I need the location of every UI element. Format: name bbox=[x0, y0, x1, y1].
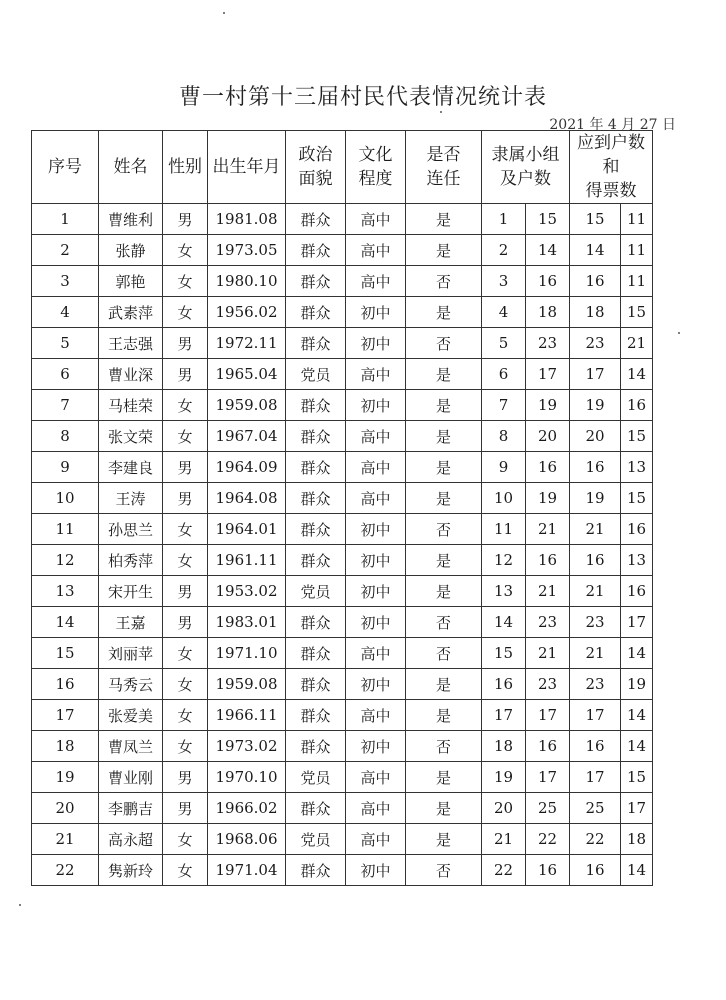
cell-name: 柏秀萍 bbox=[99, 545, 163, 576]
cell-sex: 男 bbox=[163, 483, 208, 514]
cell-group: 18 bbox=[482, 731, 526, 762]
cell-reelected: 是 bbox=[406, 576, 482, 607]
cell-edu: 高中 bbox=[346, 638, 406, 669]
cell-sex: 女 bbox=[163, 824, 208, 855]
cell-edu: 初中 bbox=[346, 297, 406, 328]
cell-sex: 女 bbox=[163, 235, 208, 266]
cell-expected: 17 bbox=[570, 762, 621, 793]
cell-group: 10 bbox=[482, 483, 526, 514]
cell-group: 11 bbox=[482, 514, 526, 545]
header-party-line1: 政治 bbox=[298, 145, 333, 165]
cell-votes: 14 bbox=[621, 855, 653, 886]
cell-party: 群众 bbox=[286, 235, 346, 266]
cell-birth: 1981.08 bbox=[208, 204, 286, 235]
table-row bbox=[32, 328, 653, 359]
cell-expected: 21 bbox=[570, 514, 621, 545]
cell-reelected: 是 bbox=[406, 793, 482, 824]
table-row bbox=[32, 607, 653, 638]
cell-group: 5 bbox=[482, 328, 526, 359]
cell-expected: 16 bbox=[570, 855, 621, 886]
header-edu-line1: 文化 bbox=[358, 145, 393, 165]
cell-households: 20 bbox=[526, 421, 570, 452]
cell-votes: 14 bbox=[621, 359, 653, 390]
cell-edu: 高中 bbox=[346, 793, 406, 824]
cell-group: 12 bbox=[482, 545, 526, 576]
cell-party: 群众 bbox=[286, 638, 346, 669]
header-sex: 性别 bbox=[163, 131, 208, 204]
cell-households: 17 bbox=[526, 700, 570, 731]
cell-reelected: 是 bbox=[406, 204, 482, 235]
table-header bbox=[32, 131, 653, 204]
cell-birth: 1971.10 bbox=[208, 638, 286, 669]
cell-party: 群众 bbox=[286, 483, 346, 514]
cell-expected: 15 bbox=[570, 204, 621, 235]
cell-party: 群众 bbox=[286, 328, 346, 359]
table-row bbox=[32, 793, 653, 824]
cell-edu: 初中 bbox=[346, 390, 406, 421]
table-row bbox=[32, 638, 653, 669]
cell-idx: 6 bbox=[32, 359, 99, 390]
cell-idx: 3 bbox=[32, 266, 99, 297]
cell-birth: 1971.04 bbox=[208, 855, 286, 886]
table-row bbox=[32, 545, 653, 576]
cell-group: 14 bbox=[482, 607, 526, 638]
cell-sex: 女 bbox=[163, 669, 208, 700]
cell-sex: 男 bbox=[163, 204, 208, 235]
cell-name: 李鹏吉 bbox=[99, 793, 163, 824]
cell-sex: 男 bbox=[163, 762, 208, 793]
cell-reelected: 是 bbox=[406, 421, 482, 452]
cell-idx: 20 bbox=[32, 793, 99, 824]
cell-party: 群众 bbox=[286, 669, 346, 700]
cell-sex: 女 bbox=[163, 390, 208, 421]
cell-votes: 19 bbox=[621, 669, 653, 700]
cell-name: 曹业深 bbox=[99, 359, 163, 390]
cell-idx: 14 bbox=[32, 607, 99, 638]
cell-group: 22 bbox=[482, 855, 526, 886]
cell-expected: 17 bbox=[570, 700, 621, 731]
cell-households: 18 bbox=[526, 297, 570, 328]
header-group-line2: 及户数 bbox=[500, 169, 551, 189]
cell-group: 15 bbox=[482, 638, 526, 669]
table-row bbox=[32, 762, 653, 793]
cell-name: 刘丽苹 bbox=[99, 638, 163, 669]
cell-reelected: 否 bbox=[406, 731, 482, 762]
cell-party: 群众 bbox=[286, 266, 346, 297]
cell-name: 郭艳 bbox=[99, 266, 163, 297]
cell-votes: 13 bbox=[621, 545, 653, 576]
cell-households: 16 bbox=[526, 266, 570, 297]
header-votes-line2: 得票数 bbox=[585, 181, 637, 201]
cell-edu: 高中 bbox=[346, 266, 406, 297]
cell-reelected: 是 bbox=[406, 390, 482, 421]
cell-households: 25 bbox=[526, 793, 570, 824]
cell-households: 16 bbox=[526, 731, 570, 762]
document-title: 曹一村第十三届村民代表情况统计表 bbox=[178, 85, 547, 110]
cell-group: 9 bbox=[482, 452, 526, 483]
cell-votes: 18 bbox=[621, 824, 653, 855]
cell-idx: 8 bbox=[32, 421, 99, 452]
header-edu-line2: 程度 bbox=[358, 169, 393, 189]
cell-expected: 23 bbox=[570, 607, 621, 638]
cell-birth: 1970.10 bbox=[208, 762, 286, 793]
cell-birth: 1953.02 bbox=[208, 576, 286, 607]
cell-expected: 21 bbox=[570, 638, 621, 669]
cell-expected: 19 bbox=[570, 390, 621, 421]
cell-birth: 1964.08 bbox=[208, 483, 286, 514]
scan-speck bbox=[223, 12, 225, 14]
cell-birth: 1959.08 bbox=[208, 669, 286, 700]
cell-reelected: 是 bbox=[406, 700, 482, 731]
cell-reelected: 否 bbox=[406, 328, 482, 359]
cell-edu: 初中 bbox=[346, 328, 406, 359]
cell-birth: 1961.11 bbox=[208, 545, 286, 576]
scan-speck bbox=[440, 111, 442, 113]
cell-votes: 15 bbox=[621, 297, 653, 328]
cell-sex: 女 bbox=[163, 855, 208, 886]
cell-expected: 20 bbox=[570, 421, 621, 452]
cell-reelected: 否 bbox=[406, 514, 482, 545]
cell-name: 孙思兰 bbox=[99, 514, 163, 545]
cell-households: 17 bbox=[526, 762, 570, 793]
table-row bbox=[32, 483, 653, 514]
cell-edu: 初中 bbox=[346, 731, 406, 762]
cell-name: 曹凤兰 bbox=[99, 731, 163, 762]
cell-party: 党员 bbox=[286, 824, 346, 855]
cell-edu: 高中 bbox=[346, 824, 406, 855]
header-reelected-line2: 连任 bbox=[426, 169, 461, 189]
cell-idx: 22 bbox=[32, 855, 99, 886]
table-row bbox=[32, 576, 653, 607]
cell-expected: 17 bbox=[570, 359, 621, 390]
cell-expected: 16 bbox=[570, 545, 621, 576]
cell-votes: 11 bbox=[621, 266, 653, 297]
scan-speck bbox=[678, 332, 680, 334]
cell-idx: 12 bbox=[32, 545, 99, 576]
header-group bbox=[482, 131, 570, 204]
document-date: 2021 年 4 月 27 日 bbox=[549, 117, 676, 133]
cell-idx: 19 bbox=[32, 762, 99, 793]
cell-group: 13 bbox=[482, 576, 526, 607]
header-name: 姓名 bbox=[99, 131, 163, 204]
cell-expected: 16 bbox=[570, 266, 621, 297]
cell-edu: 高中 bbox=[346, 483, 406, 514]
cell-reelected: 是 bbox=[406, 483, 482, 514]
cell-households: 21 bbox=[526, 576, 570, 607]
cell-reelected: 否 bbox=[406, 638, 482, 669]
cell-sex: 男 bbox=[163, 359, 208, 390]
header-party bbox=[286, 131, 346, 204]
cell-expected: 22 bbox=[570, 824, 621, 855]
cell-expected: 25 bbox=[570, 793, 621, 824]
cell-expected: 16 bbox=[570, 731, 621, 762]
cell-idx: 7 bbox=[32, 390, 99, 421]
cell-group: 8 bbox=[482, 421, 526, 452]
table-row bbox=[32, 514, 653, 545]
cell-edu: 初中 bbox=[346, 607, 406, 638]
header-birth: 出生年月 bbox=[208, 131, 286, 204]
cell-name: 马桂荣 bbox=[99, 390, 163, 421]
cell-sex: 女 bbox=[163, 421, 208, 452]
cell-votes: 11 bbox=[621, 235, 653, 266]
cell-votes: 15 bbox=[621, 483, 653, 514]
cell-votes: 17 bbox=[621, 793, 653, 824]
header-edu bbox=[346, 131, 406, 204]
cell-name: 曹维利 bbox=[99, 204, 163, 235]
cell-households: 21 bbox=[526, 514, 570, 545]
cell-expected: 18 bbox=[570, 297, 621, 328]
representatives-table bbox=[31, 130, 653, 886]
cell-party: 党员 bbox=[286, 359, 346, 390]
cell-expected: 19 bbox=[570, 483, 621, 514]
cell-votes: 16 bbox=[621, 390, 653, 421]
scan-speck bbox=[19, 904, 21, 906]
table-body bbox=[32, 204, 653, 886]
cell-votes: 14 bbox=[621, 700, 653, 731]
cell-party: 群众 bbox=[286, 855, 346, 886]
cell-birth: 1965.04 bbox=[208, 359, 286, 390]
cell-reelected: 是 bbox=[406, 762, 482, 793]
cell-sex: 男 bbox=[163, 576, 208, 607]
cell-reelected: 是 bbox=[406, 545, 482, 576]
table-row bbox=[32, 390, 653, 421]
cell-party: 群众 bbox=[286, 204, 346, 235]
cell-votes: 15 bbox=[621, 421, 653, 452]
cell-votes: 16 bbox=[621, 514, 653, 545]
cell-expected: 14 bbox=[570, 235, 621, 266]
table-row bbox=[32, 297, 653, 328]
cell-group: 20 bbox=[482, 793, 526, 824]
cell-idx: 4 bbox=[32, 297, 99, 328]
header-reelected bbox=[406, 131, 482, 204]
table-row bbox=[32, 421, 653, 452]
cell-sex: 女 bbox=[163, 297, 208, 328]
cell-group: 17 bbox=[482, 700, 526, 731]
cell-reelected: 是 bbox=[406, 359, 482, 390]
cell-party: 群众 bbox=[286, 390, 346, 421]
cell-reelected: 是 bbox=[406, 235, 482, 266]
cell-households: 16 bbox=[526, 545, 570, 576]
cell-households: 23 bbox=[526, 607, 570, 638]
cell-idx: 17 bbox=[32, 700, 99, 731]
cell-households: 22 bbox=[526, 824, 570, 855]
cell-name: 隽新玲 bbox=[99, 855, 163, 886]
cell-sex: 男 bbox=[163, 452, 208, 483]
cell-group: 21 bbox=[482, 824, 526, 855]
cell-edu: 初中 bbox=[346, 545, 406, 576]
cell-reelected: 是 bbox=[406, 297, 482, 328]
cell-group: 1 bbox=[482, 204, 526, 235]
cell-name: 王涛 bbox=[99, 483, 163, 514]
cell-households: 21 bbox=[526, 638, 570, 669]
cell-sex: 女 bbox=[163, 514, 208, 545]
table-row bbox=[32, 266, 653, 297]
cell-birth: 1972.11 bbox=[208, 328, 286, 359]
header-votes-line1: 应到户数和 bbox=[577, 133, 645, 177]
cell-households: 16 bbox=[526, 855, 570, 886]
table-row bbox=[32, 452, 653, 483]
cell-reelected: 否 bbox=[406, 855, 482, 886]
header-idx: 序号 bbox=[32, 131, 99, 204]
cell-expected: 23 bbox=[570, 669, 621, 700]
cell-party: 党员 bbox=[286, 576, 346, 607]
cell-edu: 高中 bbox=[346, 452, 406, 483]
cell-birth: 1959.08 bbox=[208, 390, 286, 421]
cell-reelected: 是 bbox=[406, 452, 482, 483]
cell-group: 4 bbox=[482, 297, 526, 328]
cell-edu: 高中 bbox=[346, 762, 406, 793]
cell-idx: 11 bbox=[32, 514, 99, 545]
cell-idx: 21 bbox=[32, 824, 99, 855]
cell-name: 王志强 bbox=[99, 328, 163, 359]
cell-reelected: 是 bbox=[406, 824, 482, 855]
cell-edu: 初中 bbox=[346, 669, 406, 700]
cell-party: 群众 bbox=[286, 545, 346, 576]
cell-votes: 14 bbox=[621, 638, 653, 669]
cell-edu: 高中 bbox=[346, 421, 406, 452]
cell-idx: 18 bbox=[32, 731, 99, 762]
cell-sex: 男 bbox=[163, 607, 208, 638]
cell-name: 武素萍 bbox=[99, 297, 163, 328]
cell-households: 15 bbox=[526, 204, 570, 235]
cell-birth: 1983.01 bbox=[208, 607, 286, 638]
cell-birth: 1968.06 bbox=[208, 824, 286, 855]
table-row bbox=[32, 204, 653, 235]
cell-votes: 14 bbox=[621, 731, 653, 762]
header-row bbox=[32, 131, 653, 204]
cell-sex: 女 bbox=[163, 731, 208, 762]
cell-idx: 2 bbox=[32, 235, 99, 266]
cell-idx: 15 bbox=[32, 638, 99, 669]
cell-birth: 1966.11 bbox=[208, 700, 286, 731]
cell-sex: 女 bbox=[163, 545, 208, 576]
cell-name: 张文荣 bbox=[99, 421, 163, 452]
cell-birth: 1967.04 bbox=[208, 421, 286, 452]
cell-name: 马秀云 bbox=[99, 669, 163, 700]
cell-birth: 1966.02 bbox=[208, 793, 286, 824]
cell-group: 2 bbox=[482, 235, 526, 266]
cell-edu: 高中 bbox=[346, 359, 406, 390]
table-row bbox=[32, 824, 653, 855]
cell-group: 19 bbox=[482, 762, 526, 793]
cell-party: 党员 bbox=[286, 762, 346, 793]
cell-name: 李建良 bbox=[99, 452, 163, 483]
cell-edu: 初中 bbox=[346, 855, 406, 886]
cell-name: 高永超 bbox=[99, 824, 163, 855]
cell-reelected: 否 bbox=[406, 607, 482, 638]
cell-sex: 男 bbox=[163, 793, 208, 824]
cell-party: 群众 bbox=[286, 793, 346, 824]
header-party-line2: 面貌 bbox=[298, 169, 333, 189]
cell-party: 群众 bbox=[286, 452, 346, 483]
cell-party: 群众 bbox=[286, 700, 346, 731]
cell-households: 23 bbox=[526, 669, 570, 700]
cell-households: 16 bbox=[526, 452, 570, 483]
cell-households: 17 bbox=[526, 359, 570, 390]
header-group-line1: 隶属小组 bbox=[491, 145, 560, 165]
cell-group: 7 bbox=[482, 390, 526, 421]
table-row bbox=[32, 855, 653, 886]
cell-group: 6 bbox=[482, 359, 526, 390]
cell-party: 群众 bbox=[286, 297, 346, 328]
cell-party: 群众 bbox=[286, 607, 346, 638]
header-votes bbox=[570, 131, 653, 204]
table-row bbox=[32, 235, 653, 266]
cell-households: 19 bbox=[526, 483, 570, 514]
cell-edu: 高中 bbox=[346, 204, 406, 235]
cell-birth: 1956.02 bbox=[208, 297, 286, 328]
cell-name: 张爱美 bbox=[99, 700, 163, 731]
cell-idx: 1 bbox=[32, 204, 99, 235]
cell-votes: 16 bbox=[621, 576, 653, 607]
cell-votes: 11 bbox=[621, 204, 653, 235]
cell-party: 群众 bbox=[286, 421, 346, 452]
table-row bbox=[32, 731, 653, 762]
cell-edu: 高中 bbox=[346, 700, 406, 731]
cell-edu: 初中 bbox=[346, 514, 406, 545]
cell-birth: 1980.10 bbox=[208, 266, 286, 297]
cell-name: 曹业刚 bbox=[99, 762, 163, 793]
cell-birth: 1973.02 bbox=[208, 731, 286, 762]
cell-votes: 15 bbox=[621, 762, 653, 793]
cell-votes: 21 bbox=[621, 328, 653, 359]
cell-expected: 16 bbox=[570, 452, 621, 483]
table-row bbox=[32, 700, 653, 731]
cell-party: 群众 bbox=[286, 731, 346, 762]
cell-birth: 1964.09 bbox=[208, 452, 286, 483]
cell-households: 14 bbox=[526, 235, 570, 266]
cell-votes: 13 bbox=[621, 452, 653, 483]
cell-idx: 5 bbox=[32, 328, 99, 359]
cell-edu: 高中 bbox=[346, 235, 406, 266]
cell-idx: 10 bbox=[32, 483, 99, 514]
cell-reelected: 是 bbox=[406, 669, 482, 700]
cell-birth: 1964.01 bbox=[208, 514, 286, 545]
cell-idx: 16 bbox=[32, 669, 99, 700]
cell-name: 张静 bbox=[99, 235, 163, 266]
cell-group: 16 bbox=[482, 669, 526, 700]
cell-sex: 女 bbox=[163, 266, 208, 297]
cell-expected: 21 bbox=[570, 576, 621, 607]
cell-expected: 23 bbox=[570, 328, 621, 359]
cell-idx: 9 bbox=[32, 452, 99, 483]
cell-birth: 1973.05 bbox=[208, 235, 286, 266]
cell-households: 19 bbox=[526, 390, 570, 421]
header-reelected-line1: 是否 bbox=[426, 145, 461, 165]
cell-sex: 女 bbox=[163, 638, 208, 669]
cell-name: 王嘉 bbox=[99, 607, 163, 638]
cell-name: 宋开生 bbox=[99, 576, 163, 607]
cell-sex: 男 bbox=[163, 328, 208, 359]
cell-group: 3 bbox=[482, 266, 526, 297]
cell-idx: 13 bbox=[32, 576, 99, 607]
cell-votes: 17 bbox=[621, 607, 653, 638]
cell-reelected: 否 bbox=[406, 266, 482, 297]
table-row bbox=[32, 669, 653, 700]
cell-edu: 初中 bbox=[346, 576, 406, 607]
table-row bbox=[32, 359, 653, 390]
cell-sex: 女 bbox=[163, 700, 208, 731]
cell-households: 23 bbox=[526, 328, 570, 359]
cell-party: 群众 bbox=[286, 514, 346, 545]
